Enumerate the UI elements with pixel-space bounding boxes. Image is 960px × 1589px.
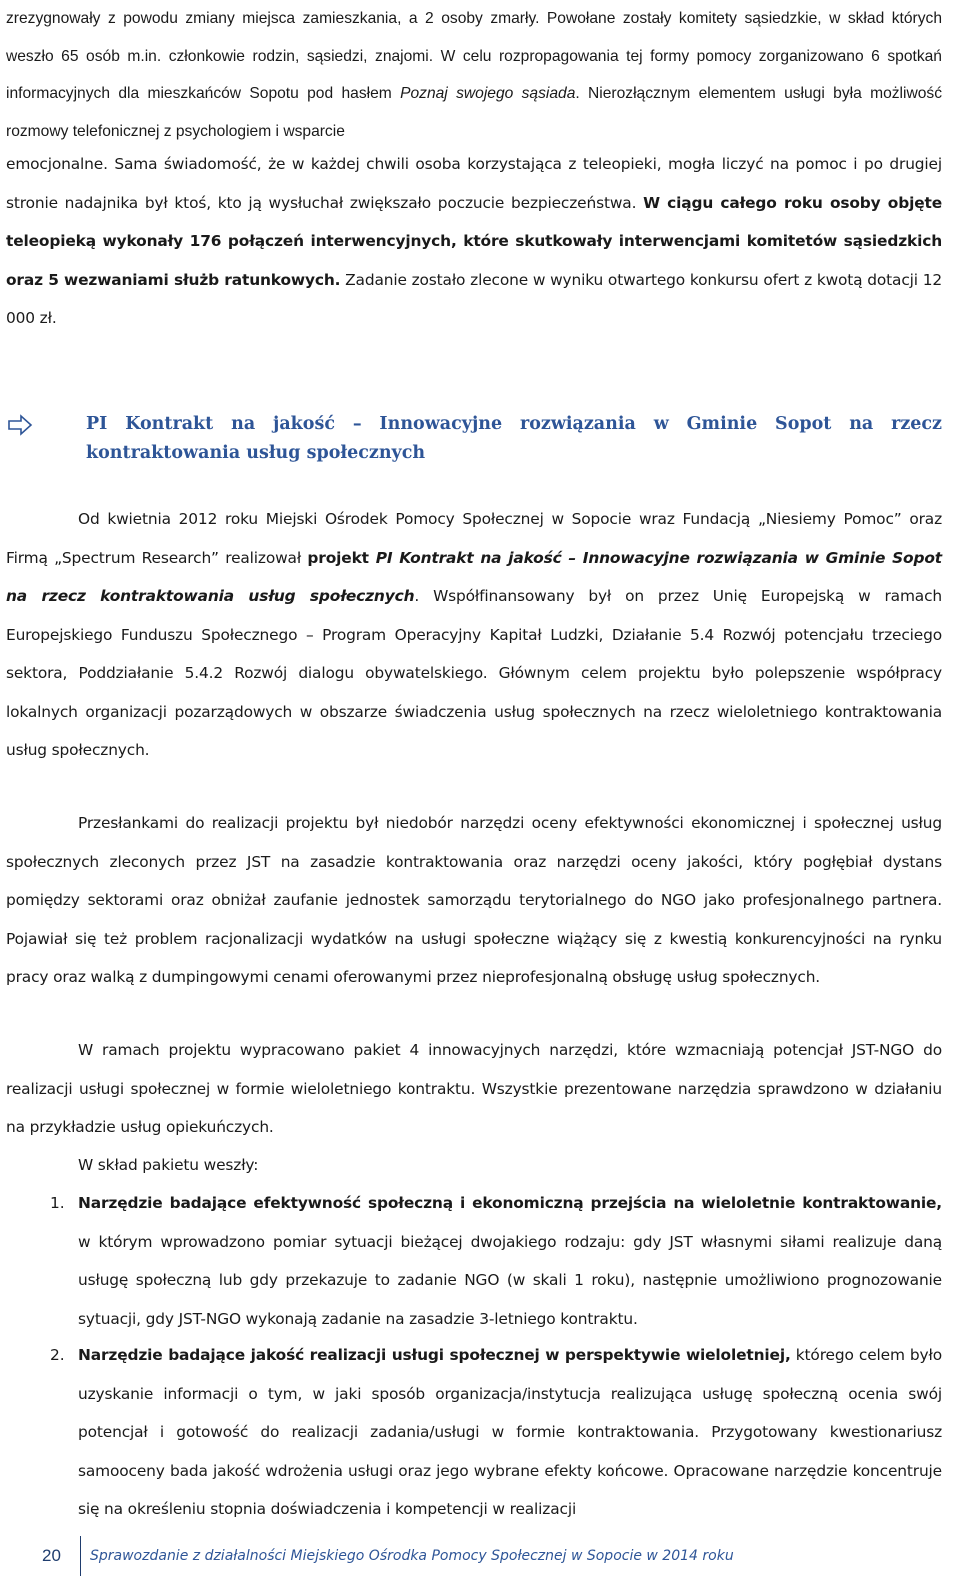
paragraph-text: . Nierozłącznym elementem usługi była możliwość rozmowy telefonicznej z psychologiem i wsparcie [6, 85, 942, 140]
paragraph-text: zrezygnowały z powodu zmiany miejsca zamieszkania, a 2 osoby zmarły. Powołane zostały komitety sąsiedzkie, w skład których weszło 65 osób m.in. członkowie rodzin, sąsiedzi, znajomi. W celu rozpropagowania tej formy pomocy zorganizowano 6 spotkań informacyjnych dla mieszkańców Sopotu pod hasłem [6, 10, 942, 103]
list-item-body: w którym wprowadzono pomiar sytuacji bieżącej dwojakiego rodzaju: gdy JST własnymi siłami realizuje daną usługę społeczną lub gdy przekazuje to zadanie NGO (w skali 1 roku), następnie umożliwiono prognozowanie sytuacji, gdy JST-NGO wykonają zadanie na zasadzie 3-letniego kontraktu. [78, 1232, 942, 1328]
list-item-text [78, 1184, 942, 1338]
teleopieka-paragraph-arial [6, 0, 942, 150]
paragraph-text: Od kwietnia 2012 roku Miejski Ośrodek Pomocy Społecznej w Sopocie wraz Fundacją „Niesiemy Pomoc” oraz Firmą „Spectrum Research” realizował [6, 510, 942, 567]
tools-paragraph: W ramach projektu wypracowano pakiet 4 innowacyjnych narzędzi, które wzmacniają potencjał JST-NGO do realizacji usługi społecznej w formie wieloletniego kontraktu. Wszystkie prezentowane narzędzia sprawdzono w działaniu na przykładzie usług opiekuńczych. [6, 1041, 942, 1136]
list-item-text [78, 1336, 942, 1529]
list-item-title: Narzędzie badające efektywność społeczną i ekonomiczną przejścia na wieloletnie kontraktowanie, [78, 1194, 942, 1212]
teleopieka-paragraph [6, 145, 942, 338]
list-item-body: którego celem było uzyskanie informacji o tym, w jaki sposób organizacja/instytucja realizująca usługę społeczną ocenia swój potencjał i gotowość do realizacji zadania/usługi w formie kontraktowania. Przygotowany kwestionariusz samooceny bada jakość wdrożenia usługi oraz jego wybrane efekty końcowe. Opracowane narzędzie koncentruje się na określeniu stopnia doświadczenia i kompetencji w realizacji [78, 1346, 942, 1518]
list-number: 2. [50, 1346, 65, 1364]
footer-divider [80, 1536, 81, 1576]
list-number: 1. [50, 1194, 65, 1212]
bold-statistic: W ciągu całego roku osoby objęte teleopieką wykonały 176 połączeń interwencyjnych, które skutkowały interwencjami komitetów sąsiedzkich oraz 5 wezwaniami służb ratunkowych. [6, 193, 942, 289]
paragraph-text: . Współfinansowany był on przez Unię Europejską w ramach Europejskiego Funduszu Społecznego – Program Operacyjny Kapitał Ludzki, Działanie 5.4 Rozwój potencjału trzeciego sektora, Poddziałanie 5.4.2 Rozwój dialogu obywatelskiego. Głównym celem projektu było polepszenie współpracy lokalnych organizacji pozarządowych w obszarze świadczenia usług społecznych na rzecz wieloletniego kontraktowania usług społecznych. [6, 587, 942, 759]
package-paragraph: W skład pakietu weszły: [78, 1156, 259, 1174]
paragraph-text: Zadanie zostało zlecone w wyniku otwartego konkursu ofert z kwotą dotacji 12 000 zł. [6, 270, 942, 327]
outline-right-arrow-icon [6, 410, 36, 440]
section-heading-text: PI Kontrakt na jakość – Innowacyjne rozwiązania w Gminie Sopot na rzecz kontraktowania usług społecznych [86, 414, 942, 463]
page-number: 20 [42, 1546, 61, 1565]
slogan-italic: Poznaj swojego sąsiada [400, 85, 576, 103]
paragraph-text: emocjonalne. Sama świadomość, że w każdej chwili osoba korzystająca z teleopieki, mogła liczyć na pomoc i po drugiej stronie nadajnika był ktoś, kto ją wysłuchał zwiększało poczucie bezpieczeństwa. [6, 155, 942, 212]
list-item-title: Narzędzie badające jakość realizacji usługi społecznej w perspektywie wieloletniej, [78, 1346, 791, 1364]
footer-running-title: Sprawozdanie z działalności Miejskiego Ośrodka Pomocy Społecznej w Sopocie w 2014 roku [90, 1548, 734, 1564]
project-label-bold: projekt [307, 548, 376, 567]
premises-paragraph: Przesłankami do realizacji projektu był niedobór narzędzi oceny efektywności ekonomicznej i społecznej usług społecznych zleconych przez JST na zasadzie kontraktowania oraz narzędzi oceny jakości, który pogłębiał dystans pomiędzy sektorami oraz obniżał zaufanie jednostek samorządu terytorialnego do NGO jako profesjonalnego partnera. Pojawiał się też problem racjonalizacji wydatków na usługi społeczne wiążący się z kwestią konkurencyjności na rynku pracy oraz walką z dumpingowymi cenami oferowanymi przez nieprofesjonalną obsługę usług społecznych. [6, 814, 942, 986]
project-intro-paragraph [6, 500, 942, 770]
project-name-bold-italic: PI Kontrakt na jakość – Innowacyjne rozwiązania w Gminie Sopot na rzecz kontraktowania usług społecznych [6, 548, 942, 605]
page-footer [0, 1536, 960, 1589]
